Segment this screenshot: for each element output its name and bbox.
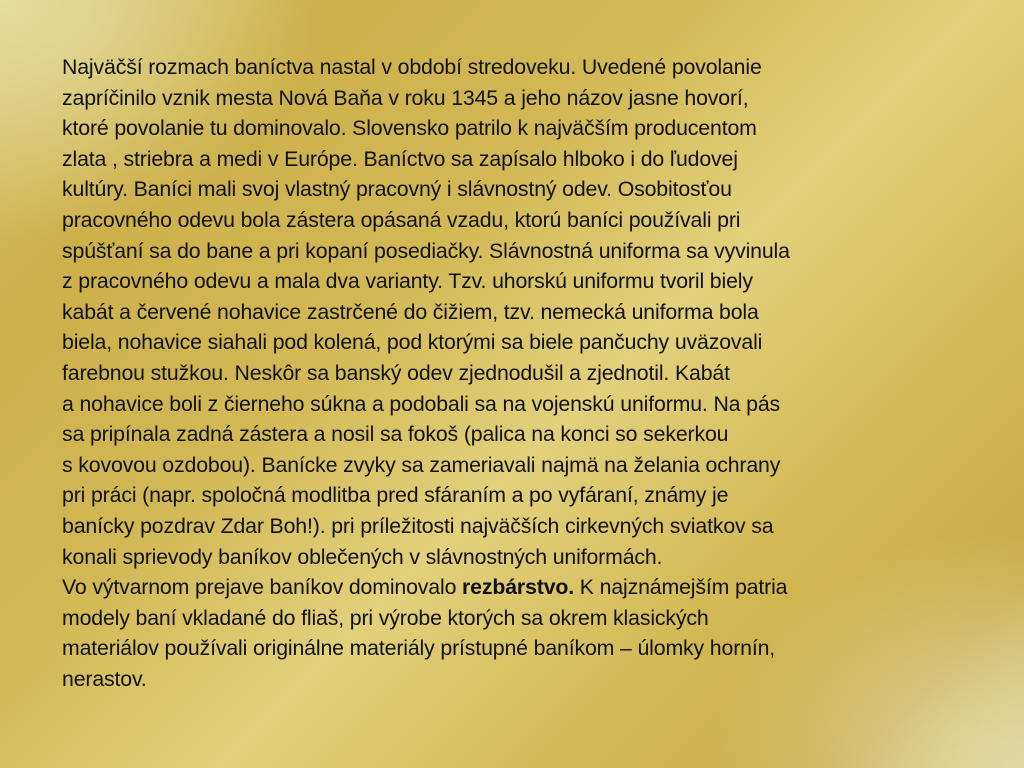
text-segment: K najznámejším patria	[574, 575, 788, 600]
text-line: farebnou stužkou. Neskôr sa banský odev zjednodušil a zjednotil. Kabát	[62, 360, 730, 385]
text-line: konali sprievody baníkov oblečených v slávnostných uniformách.	[62, 544, 663, 569]
text-line: pracovného odevu bola zástera opásaná vzadu, ktorú baníci používali pri	[62, 207, 741, 232]
text-line: sa pripínala zadná zástera a nosil sa fokoš (palica na konci so sekerkou	[62, 422, 729, 447]
slide-text-block	[62, 52, 967, 694]
text-line: biela, nohavice siahali pod kolená, pod ktorými sa biele pančuchy uväzovali	[62, 330, 763, 355]
text-line: modely baní vkladané do fliaš, pri výrobe ktorých sa okrem klasických	[62, 605, 709, 630]
text-line: Najväčší rozmach baníctva nastal v období stredoveku. Uvedené povolanie	[62, 55, 762, 79]
text-line: zlata , striebra a medi v Európe. Baníctvo sa zapísalo hlboko i do ľudovej	[62, 146, 738, 171]
bold-term-woodcarving: rezbárstvo.	[462, 575, 575, 600]
text-line: pri práci (napr. spoločná modlitba pred sfáraním a po vyfáraní, známy je	[62, 483, 729, 508]
text-segment: Vo výtvarnom prejave baníkov dominovalo	[62, 575, 463, 600]
text-line: kabát a červené nohavice zastrčené do čižiem, tzv. nemecká uniforma bola	[62, 299, 759, 324]
text-line: kultúry. Baníci mali svoj vlastný pracovný i slávnostný odev. Osobitosťou	[62, 177, 732, 202]
text-line: nerastov.	[62, 666, 147, 691]
text-line: s kovovou ozdobou). Banícke zvyky sa zameriavali najmä na želania ochrany	[62, 452, 781, 477]
text-line: materiálov používali originálne materiály prístupné baníkom – úlomky hornín,	[62, 636, 776, 661]
text-line: z pracovného odevu a mala dva varianty. Tzv. uhorskú uniformu tvoril biely	[62, 269, 753, 294]
text-line: a nohavice boli z čierneho súkna a podobali sa na vojenskú uniformu. Na pás	[62, 391, 781, 416]
text-line: banícky pozdrav Zdar Boh!). pri príležitosti najväčších cirkevných sviatkov sa	[62, 513, 774, 538]
paragraph2-first-line	[62, 572, 967, 603]
text-line: ktoré povolanie tu dominovalo. Slovensko patrilo k najväčším producentom	[62, 116, 757, 141]
text-line: spúšťaní sa do bane a pri kopaní posediačky. Slávnostná uniforma sa vyvinula	[62, 238, 790, 263]
text-line: zapríčinilo vznik mesta Nová Baňa v roku 1345 a jeho názov jasne hovorí,	[62, 85, 749, 110]
